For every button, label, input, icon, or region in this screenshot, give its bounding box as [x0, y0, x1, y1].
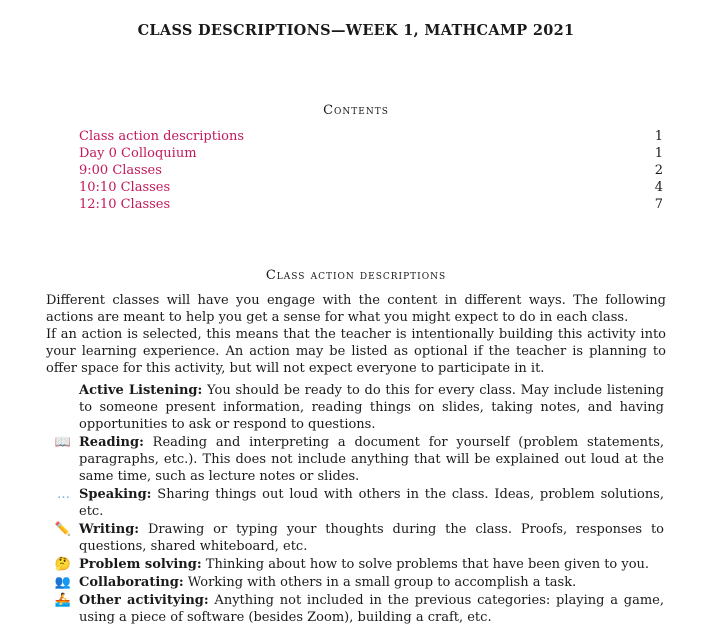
table-of-contents — [79, 128, 663, 213]
document-title: CLASS DESCRIPTIONS—WEEK 1, MATHCAMP 2021 — [137, 22, 575, 39]
thinking-face-icon: 🤔 — [54, 557, 72, 572]
toc-page-number: 1 — [654, 129, 663, 144]
action-description: Thinking about how to solve problems that have been given to you. — [201, 557, 650, 572]
toc-entry — [79, 196, 663, 213]
action-item-reading — [54, 434, 664, 485]
contents-heading: Contents — [323, 103, 389, 118]
toc-link-day-0-colloquium[interactable]: Day 0 Colloquium — [79, 146, 197, 161]
action-description: Sharing things out loud with others in the class. Ideas, problem solutions, etc. — [79, 487, 664, 519]
intro-paragraph: Different classes will have you engage with the content in different ways. The following actions are meant to help you get a sense for what you might expect to do in each class. — [46, 293, 666, 325]
action-name: Reading: — [79, 435, 144, 450]
toc-page-number: 1 — [654, 146, 663, 161]
action-name: Writing: — [79, 522, 140, 537]
toc-entry — [79, 145, 663, 162]
toc-entry — [79, 162, 663, 179]
action-item-active-listening — [79, 382, 664, 433]
book-icon: 📖 — [54, 435, 72, 450]
toc-page-number: 4 — [654, 180, 663, 195]
toc-entry — [79, 179, 663, 196]
action-description: Reading and interpreting a document for yourself (problem statements, paragraphs, etc.). This does not include anything that will be explained out loud at the same time, such as lecture notes or slides. — [79, 435, 664, 484]
action-name: Collaborating: — [79, 575, 184, 590]
toc-link-class-action-descriptions[interactable]: Class action descriptions — [79, 129, 244, 144]
action-list — [54, 382, 664, 627]
toc-link-12-10-classes[interactable]: 12:10 Classes — [79, 197, 171, 212]
rowing-icon: 🚣 — [54, 593, 72, 608]
action-item-writing — [54, 521, 664, 555]
action-item-speaking — [57, 486, 664, 520]
people-icon: 👥 — [54, 575, 72, 590]
toc-entry — [79, 128, 663, 145]
action-item-other-activitying — [54, 592, 664, 626]
action-name: Other activitying: — [79, 593, 209, 608]
action-description: You should be ready to do this for every class. May include listening to someone present information, reading things on slides, taking notes, and having opportunities to ask or respond to questions. — [79, 383, 664, 432]
pencil-icon: ✏️ — [54, 522, 72, 537]
toc-link-9-00-classes[interactable]: 9:00 Classes — [79, 163, 162, 178]
action-description: Anything not included in the previous categories: playing a game, using a piece of software (besides Zoom), building a craft, etc. — [79, 593, 664, 625]
action-name: Speaking: — [79, 487, 152, 502]
action-description: Working with others in a small group to accomplish a task. — [183, 575, 577, 590]
speech-bubble-icon: … — [57, 487, 69, 502]
action-description: Drawing or typing your thoughts during the class. Proofs, responses to questions, shared whiteboard, etc. — [79, 522, 664, 554]
action-name: Active Listening: — [79, 383, 203, 398]
section-heading: Class action descriptions — [265, 268, 447, 283]
selection-paragraph: If an action is selected, this means that the teacher is intentionally building this activity into your learning experience. An action may be listed as optional if the teacher is planning to offer space for this activity, but will not expect everyone to participate in it. — [46, 327, 666, 376]
toc-page-number: 7 — [654, 197, 663, 212]
action-item-problem-solving — [54, 556, 664, 573]
action-item-collaborating — [54, 574, 664, 591]
toc-link-10-10-classes[interactable]: 10:10 Classes — [79, 180, 171, 195]
action-name: Problem solving: — [79, 557, 202, 572]
toc-page-number: 2 — [654, 163, 663, 178]
